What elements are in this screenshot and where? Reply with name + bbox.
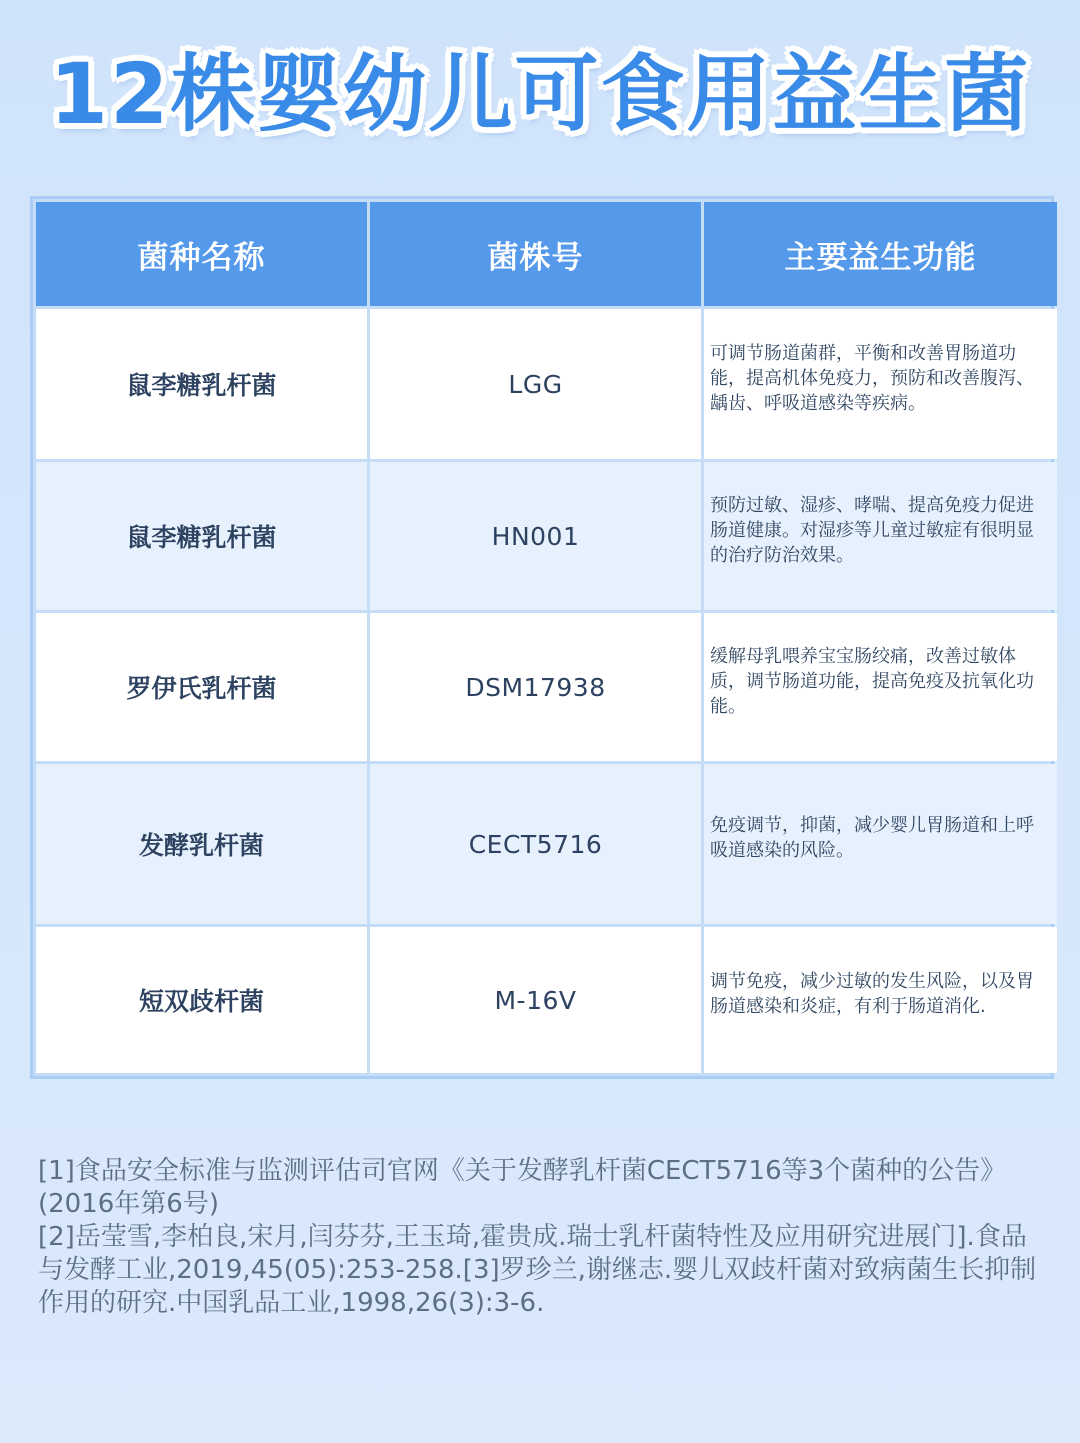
function-cell: 免疫调节，抑菌，减少婴儿胃肠道和上呼吸道感染的风险。 — [704, 764, 1057, 924]
page-title: 12株婴幼儿可食用益生菌 — [49, 45, 1031, 143]
strain-number-cell: M-16V — [370, 927, 701, 1073]
references — [38, 1155, 1043, 1320]
table-row — [36, 764, 1057, 924]
function-cell: 预防过敏、湿疹、哮喘、提高免疫力促进肠道健康。对湿疹等儿童过敏症有很明显的治疗防治效果。 — [704, 462, 1057, 610]
probiotics-table — [30, 196, 1054, 1079]
strain-number-cell: CECT5716 — [370, 764, 701, 924]
table-row — [36, 927, 1057, 1073]
header-main-function: 主要益生功能 — [704, 202, 1057, 306]
strain-number-cell: HN001 — [370, 462, 701, 610]
table-row — [36, 309, 1057, 459]
strain-name-cell: 罗伊氏乳杆菌 — [36, 613, 367, 761]
reference-item: [2]岳莹雪,李柏良,宋月,闫芬芬,王玉琦,霍贵成.瑞士乳杆菌特性及应用研究进展门].食品与发酵工业,2019,45(05):253-258.[3]罗珍兰,谢继志.婴儿双歧杆菌对致病菌生长抑制作用的研究.中国乳品工业,1998,26(3):3-6. — [38, 1222, 1037, 1318]
header-strain-number: 菌株号 — [370, 202, 701, 306]
table-row — [36, 613, 1057, 761]
function-cell: 调节免疫，减少过敏的发生风险，以及胃肠道感染和炎症，有利于肠道消化. — [704, 927, 1057, 1073]
header-strain-name: 菌种名称 — [36, 202, 367, 306]
table-header-row — [36, 202, 1057, 306]
function-cell: 缓解母乳喂养宝宝肠绞痛，改善过敏体质，调节肠道功能，提高免疫及抗氧化功能。 — [704, 613, 1057, 761]
strain-name-cell: 发酵乳杆菌 — [36, 764, 367, 924]
strain-name-cell: 短双歧杆菌 — [36, 927, 367, 1073]
strain-name-cell: 鼠李糖乳杆菌 — [36, 462, 367, 610]
strain-number-cell: LGG — [370, 309, 701, 459]
table-row — [36, 462, 1057, 610]
function-cell: 可调节肠道菌群，平衡和改善胃肠道功能，提高机体免疫力，预防和改善腹泻、龋齿、呼吸道感染等疾病。 — [704, 309, 1057, 459]
strain-name-cell: 鼠李糖乳杆菌 — [36, 309, 367, 459]
strain-number-cell: DSM17938 — [370, 613, 701, 761]
reference-item: [1]食品安全标准与监测评估司官网《关于发酵乳杆菌CECT5716等3个菌种的公告》(2016年第6号) — [38, 1156, 1007, 1219]
probiotics-table-grid — [33, 199, 1060, 1076]
